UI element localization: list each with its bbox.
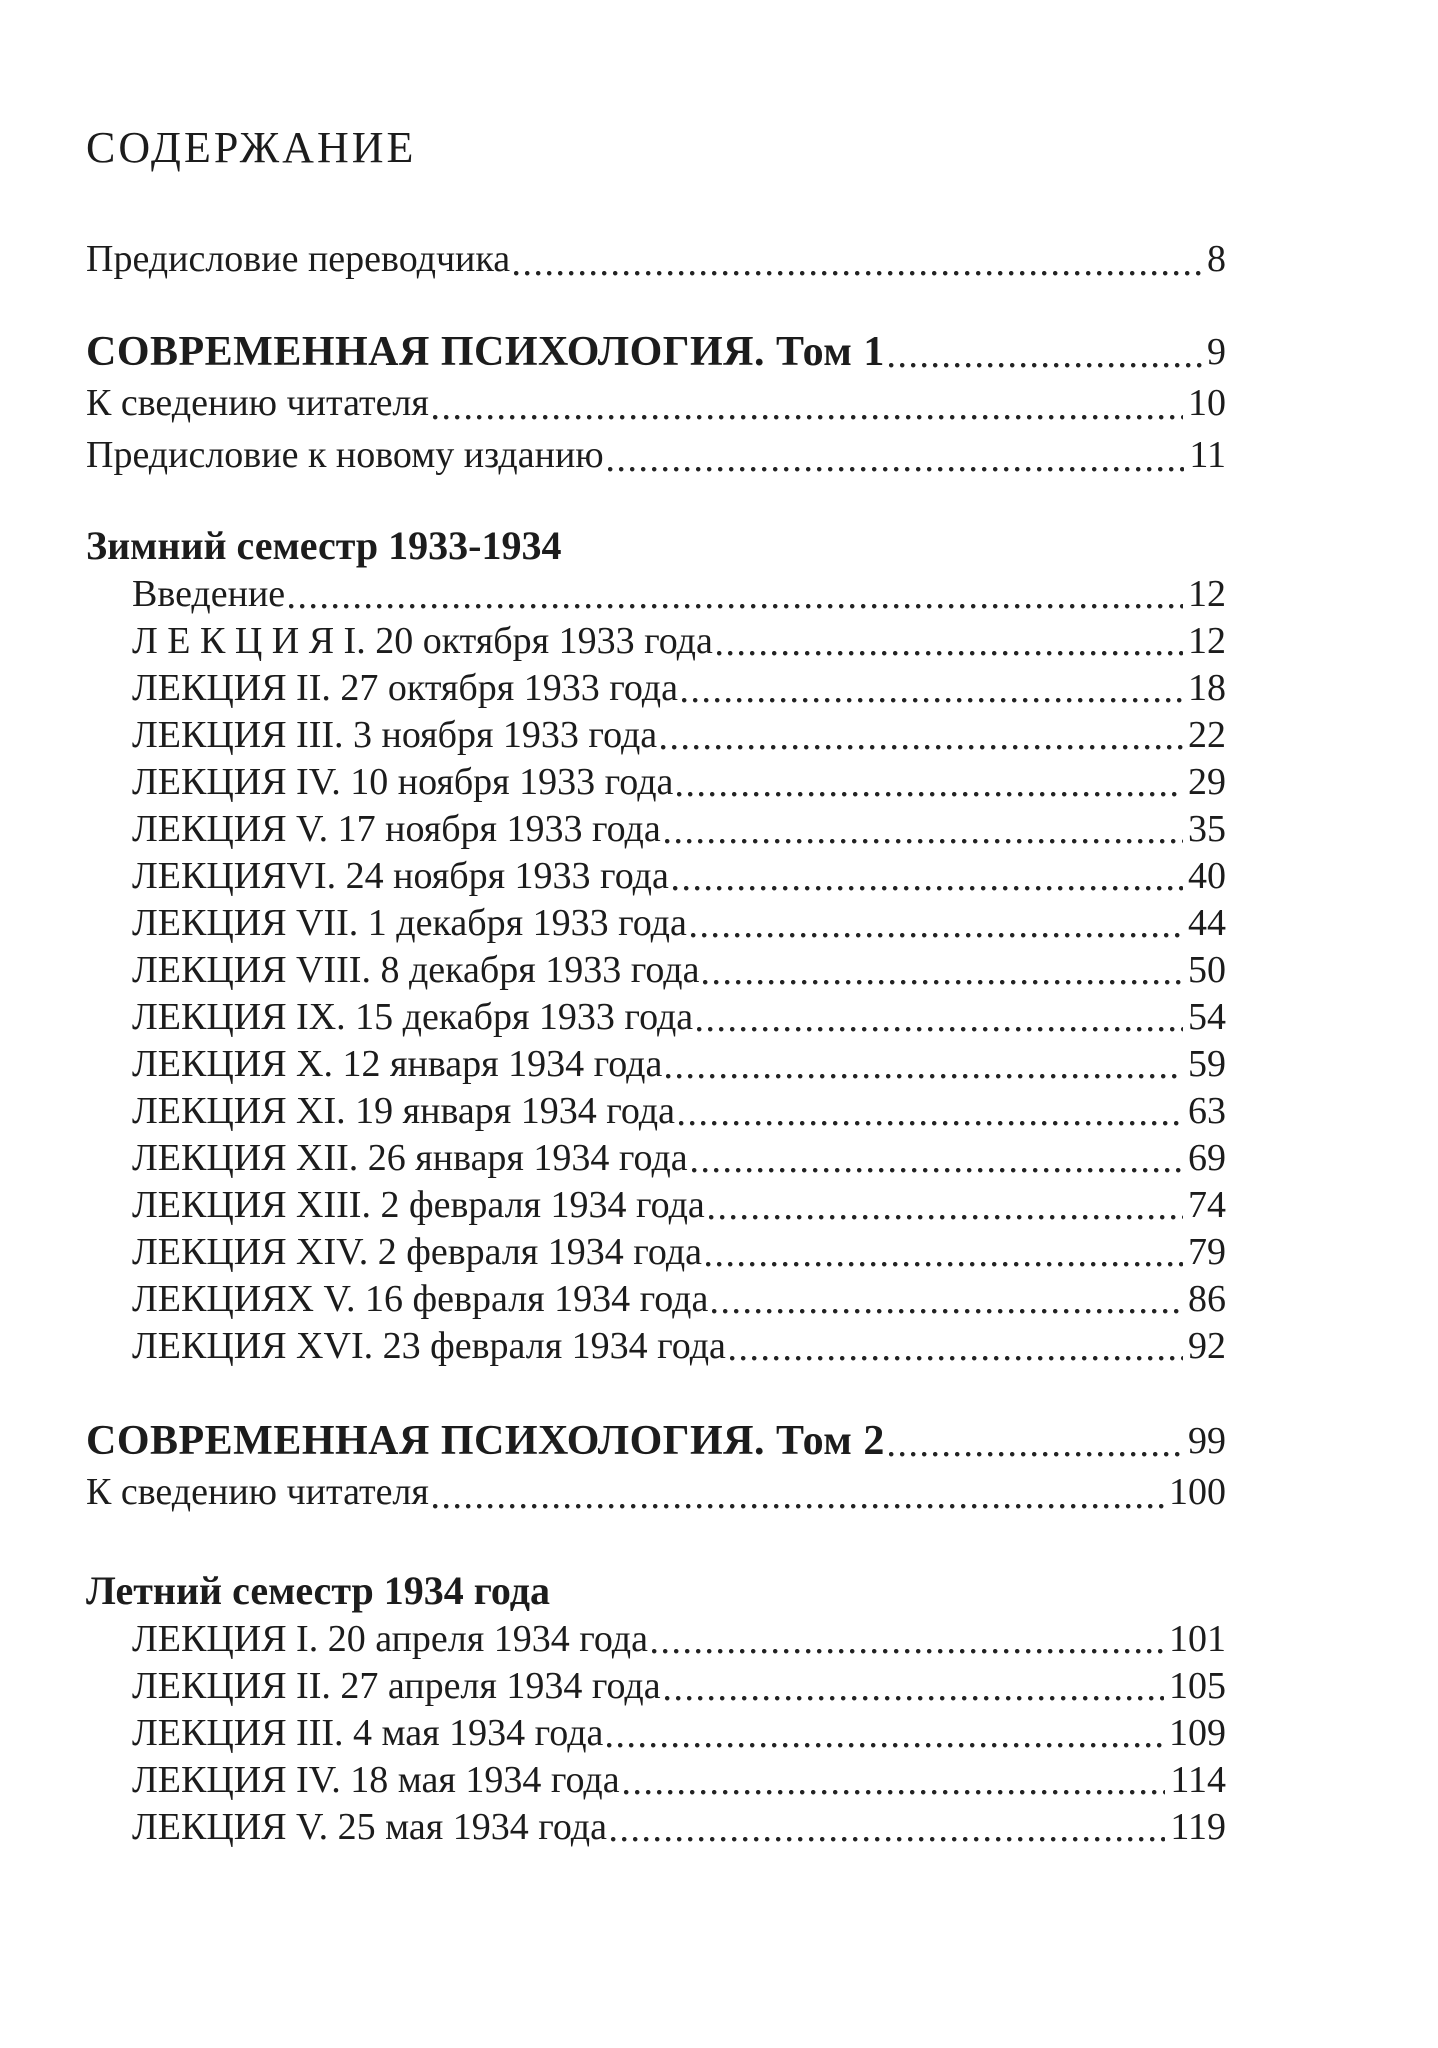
entry-label: ЛЕКЦИЯ IX. 15 декабря 1933 года <box>132 996 694 1038</box>
entry-label: ЛЕКЦИЯVI. 24 ноября 1933 года <box>132 855 669 897</box>
dot-leader <box>661 745 1183 750</box>
entry-label: ЛЕКЦИЯ XIII. 2 февраля 1934 года <box>132 1184 705 1226</box>
page-number: 79 <box>1188 1231 1226 1273</box>
toc-entry <box>86 1088 1226 1135</box>
dot-leader <box>666 1074 1183 1079</box>
dot-leader <box>706 1262 1183 1267</box>
page-number: 63 <box>1188 1090 1226 1132</box>
dot-leader <box>608 467 1185 472</box>
entry-label: ЛЕКЦИЯ III. 4 мая 1934 года <box>132 1712 604 1754</box>
toc-entry <box>86 1041 1226 1088</box>
entry-label: Предисловие переводчика <box>86 238 511 280</box>
toc-entry <box>86 1710 1226 1757</box>
page-number: 105 <box>1169 1665 1226 1707</box>
toc-section <box>86 521 1226 1370</box>
entry-label: ЛЕКЦИЯ III. 3 ноября 1933 года <box>132 714 658 756</box>
dot-leader <box>889 1452 1183 1457</box>
entry-label: К сведению читателя <box>86 382 429 424</box>
dot-leader <box>709 1215 1183 1220</box>
dot-leader <box>679 1121 1183 1126</box>
dot-leader <box>652 1649 1164 1654</box>
entry-label: ЛЕКЦИЯ IV. 10 ноября 1933 года <box>132 761 674 803</box>
dot-leader <box>665 1696 1164 1701</box>
page-number: 109 <box>1169 1712 1226 1754</box>
page-number: 92 <box>1188 1325 1226 1367</box>
entry-label: ЛЕКЦИЯ XIV. 2 февраля 1934 года <box>132 1231 703 1273</box>
entry-label: Л Е К Ц И Я I. 20 октября 1933 года <box>132 620 713 662</box>
page-number: 101 <box>1169 1618 1226 1660</box>
toc-entry <box>86 853 1226 900</box>
toc-section <box>86 327 1226 481</box>
heading-label: СОВРЕМЕННАЯ ПСИХОЛОГИЯ. Том 1 <box>86 329 885 375</box>
entry-label: ЛЕКЦИЯ II. 27 октября 1933 года <box>132 667 678 709</box>
page-number: 9 <box>1207 331 1226 373</box>
toc-entry <box>86 1663 1226 1710</box>
page-number: 99 <box>1188 1420 1226 1462</box>
entry-label: ЛЕКЦИЯ IV. 18 мая 1934 года <box>132 1759 620 1801</box>
toc-entry <box>86 759 1226 806</box>
page-number: 74 <box>1188 1184 1226 1226</box>
heading-label: Зимний семестр 1933-1934 <box>86 523 562 568</box>
heading-label: СОВРЕМЕННАЯ ПСИХОЛОГИЯ. Том 2 <box>86 1418 885 1464</box>
page-number: 100 <box>1169 1471 1226 1513</box>
page-number: 22 <box>1188 714 1226 756</box>
dot-leader <box>730 1356 1183 1361</box>
dot-leader <box>611 1837 1165 1842</box>
entry-label: ЛЕКЦИЯ VII. 1 декабря 1933 года <box>132 902 687 944</box>
dot-leader <box>433 415 1183 420</box>
dot-leader <box>607 1743 1164 1748</box>
dot-leader <box>677 792 1183 797</box>
toc-heading <box>86 327 1226 377</box>
toc-entry <box>86 1804 1226 1851</box>
entry-label: К сведению читателя <box>86 1471 429 1513</box>
page-number: 119 <box>1170 1806 1226 1848</box>
entry-label: ЛЕКЦИЯ X. 12 января 1934 года <box>132 1043 663 1085</box>
page-number: 69 <box>1188 1137 1226 1179</box>
dot-leader <box>682 698 1183 703</box>
page-number: 18 <box>1188 667 1226 709</box>
entry-label: ЛЕКЦИЯ XVI. 23 февраля 1934 года <box>132 1325 726 1367</box>
toc-entry <box>86 377 1226 429</box>
dot-leader <box>697 1027 1183 1032</box>
dot-leader <box>691 933 1183 938</box>
page-number: 11 <box>1189 434 1226 476</box>
dot-leader <box>889 363 1202 368</box>
page-number: 114 <box>1170 1759 1226 1801</box>
toc-entry <box>86 994 1226 1041</box>
entry-label: ЛЕКЦИЯ II. 27 апреля 1934 года <box>132 1665 661 1707</box>
toc-entry <box>86 1466 1226 1518</box>
toc-entry <box>86 618 1226 665</box>
entry-label: Предисловие к новому изданию <box>86 434 604 476</box>
entry-label: ЛЕКЦИЯ V. 17 ноября 1933 года <box>132 808 661 850</box>
toc-section <box>86 1566 1226 1851</box>
page-number: 40 <box>1188 855 1226 897</box>
entry-label: Введение <box>132 573 286 615</box>
toc-entry <box>86 1276 1226 1323</box>
entry-label: ЛЕКЦИЯ VIII. 8 декабря 1933 года <box>132 949 700 991</box>
toc-entry <box>86 1229 1226 1276</box>
entry-label: ЛЕКЦИЯ XI. 19 января 1934 года <box>132 1090 676 1132</box>
toc-entry <box>86 900 1226 947</box>
toc-heading <box>86 1416 1226 1466</box>
toc-entry <box>86 1323 1226 1370</box>
page-number: 54 <box>1188 996 1226 1038</box>
toc-heading <box>86 521 1226 571</box>
toc-section <box>86 1416 1226 1518</box>
entry-label: ЛЕКЦИЯ I. 20 апреля 1934 года <box>132 1618 648 1660</box>
dot-leader <box>673 886 1183 891</box>
entry-label: ЛЕКЦИЯХ V. 16 февраля 1934 года <box>132 1278 709 1320</box>
toc-entry <box>86 712 1226 759</box>
page-number: 50 <box>1188 949 1226 991</box>
page-number: 12 <box>1188 620 1226 662</box>
toc-entry <box>86 429 1226 481</box>
dot-leader <box>703 980 1183 985</box>
toc-entry <box>86 1616 1226 1663</box>
page-number: 59 <box>1188 1043 1226 1085</box>
dot-leader <box>717 651 1183 656</box>
toc-entry <box>86 1135 1226 1182</box>
toc-entry <box>86 947 1226 994</box>
toc-heading <box>86 1566 1226 1616</box>
dot-leader <box>692 1168 1183 1173</box>
page-number: 86 <box>1188 1278 1226 1320</box>
page-title: СОДЕРЖАНИЕ <box>86 123 417 172</box>
toc-section <box>86 233 1226 285</box>
toc-entry <box>86 1182 1226 1229</box>
toc-list <box>86 233 1226 1851</box>
toc-entry <box>86 1757 1226 1804</box>
entry-label: ЛЕКЦИЯ V. 25 мая 1934 года <box>132 1806 607 1848</box>
toc-entry <box>86 233 1226 285</box>
dot-leader <box>712 1309 1183 1314</box>
page-number: 29 <box>1188 761 1226 803</box>
heading-label: Летний семестр 1934 года <box>86 1568 550 1613</box>
page-number: 10 <box>1188 382 1226 424</box>
dot-leader <box>433 1504 1164 1509</box>
toc-entry <box>86 571 1226 618</box>
dot-leader <box>665 839 1183 844</box>
toc-entry <box>86 665 1226 712</box>
entry-label: ЛЕКЦИЯ XII. 26 января 1934 года <box>132 1137 688 1179</box>
page-number: 12 <box>1188 573 1226 615</box>
page-number: 35 <box>1188 808 1226 850</box>
toc-entry <box>86 806 1226 853</box>
dot-leader <box>624 1790 1166 1795</box>
page-number: 44 <box>1188 902 1226 944</box>
dot-leader <box>289 604 1183 609</box>
dot-leader <box>514 271 1202 276</box>
page-number: 8 <box>1207 238 1226 280</box>
